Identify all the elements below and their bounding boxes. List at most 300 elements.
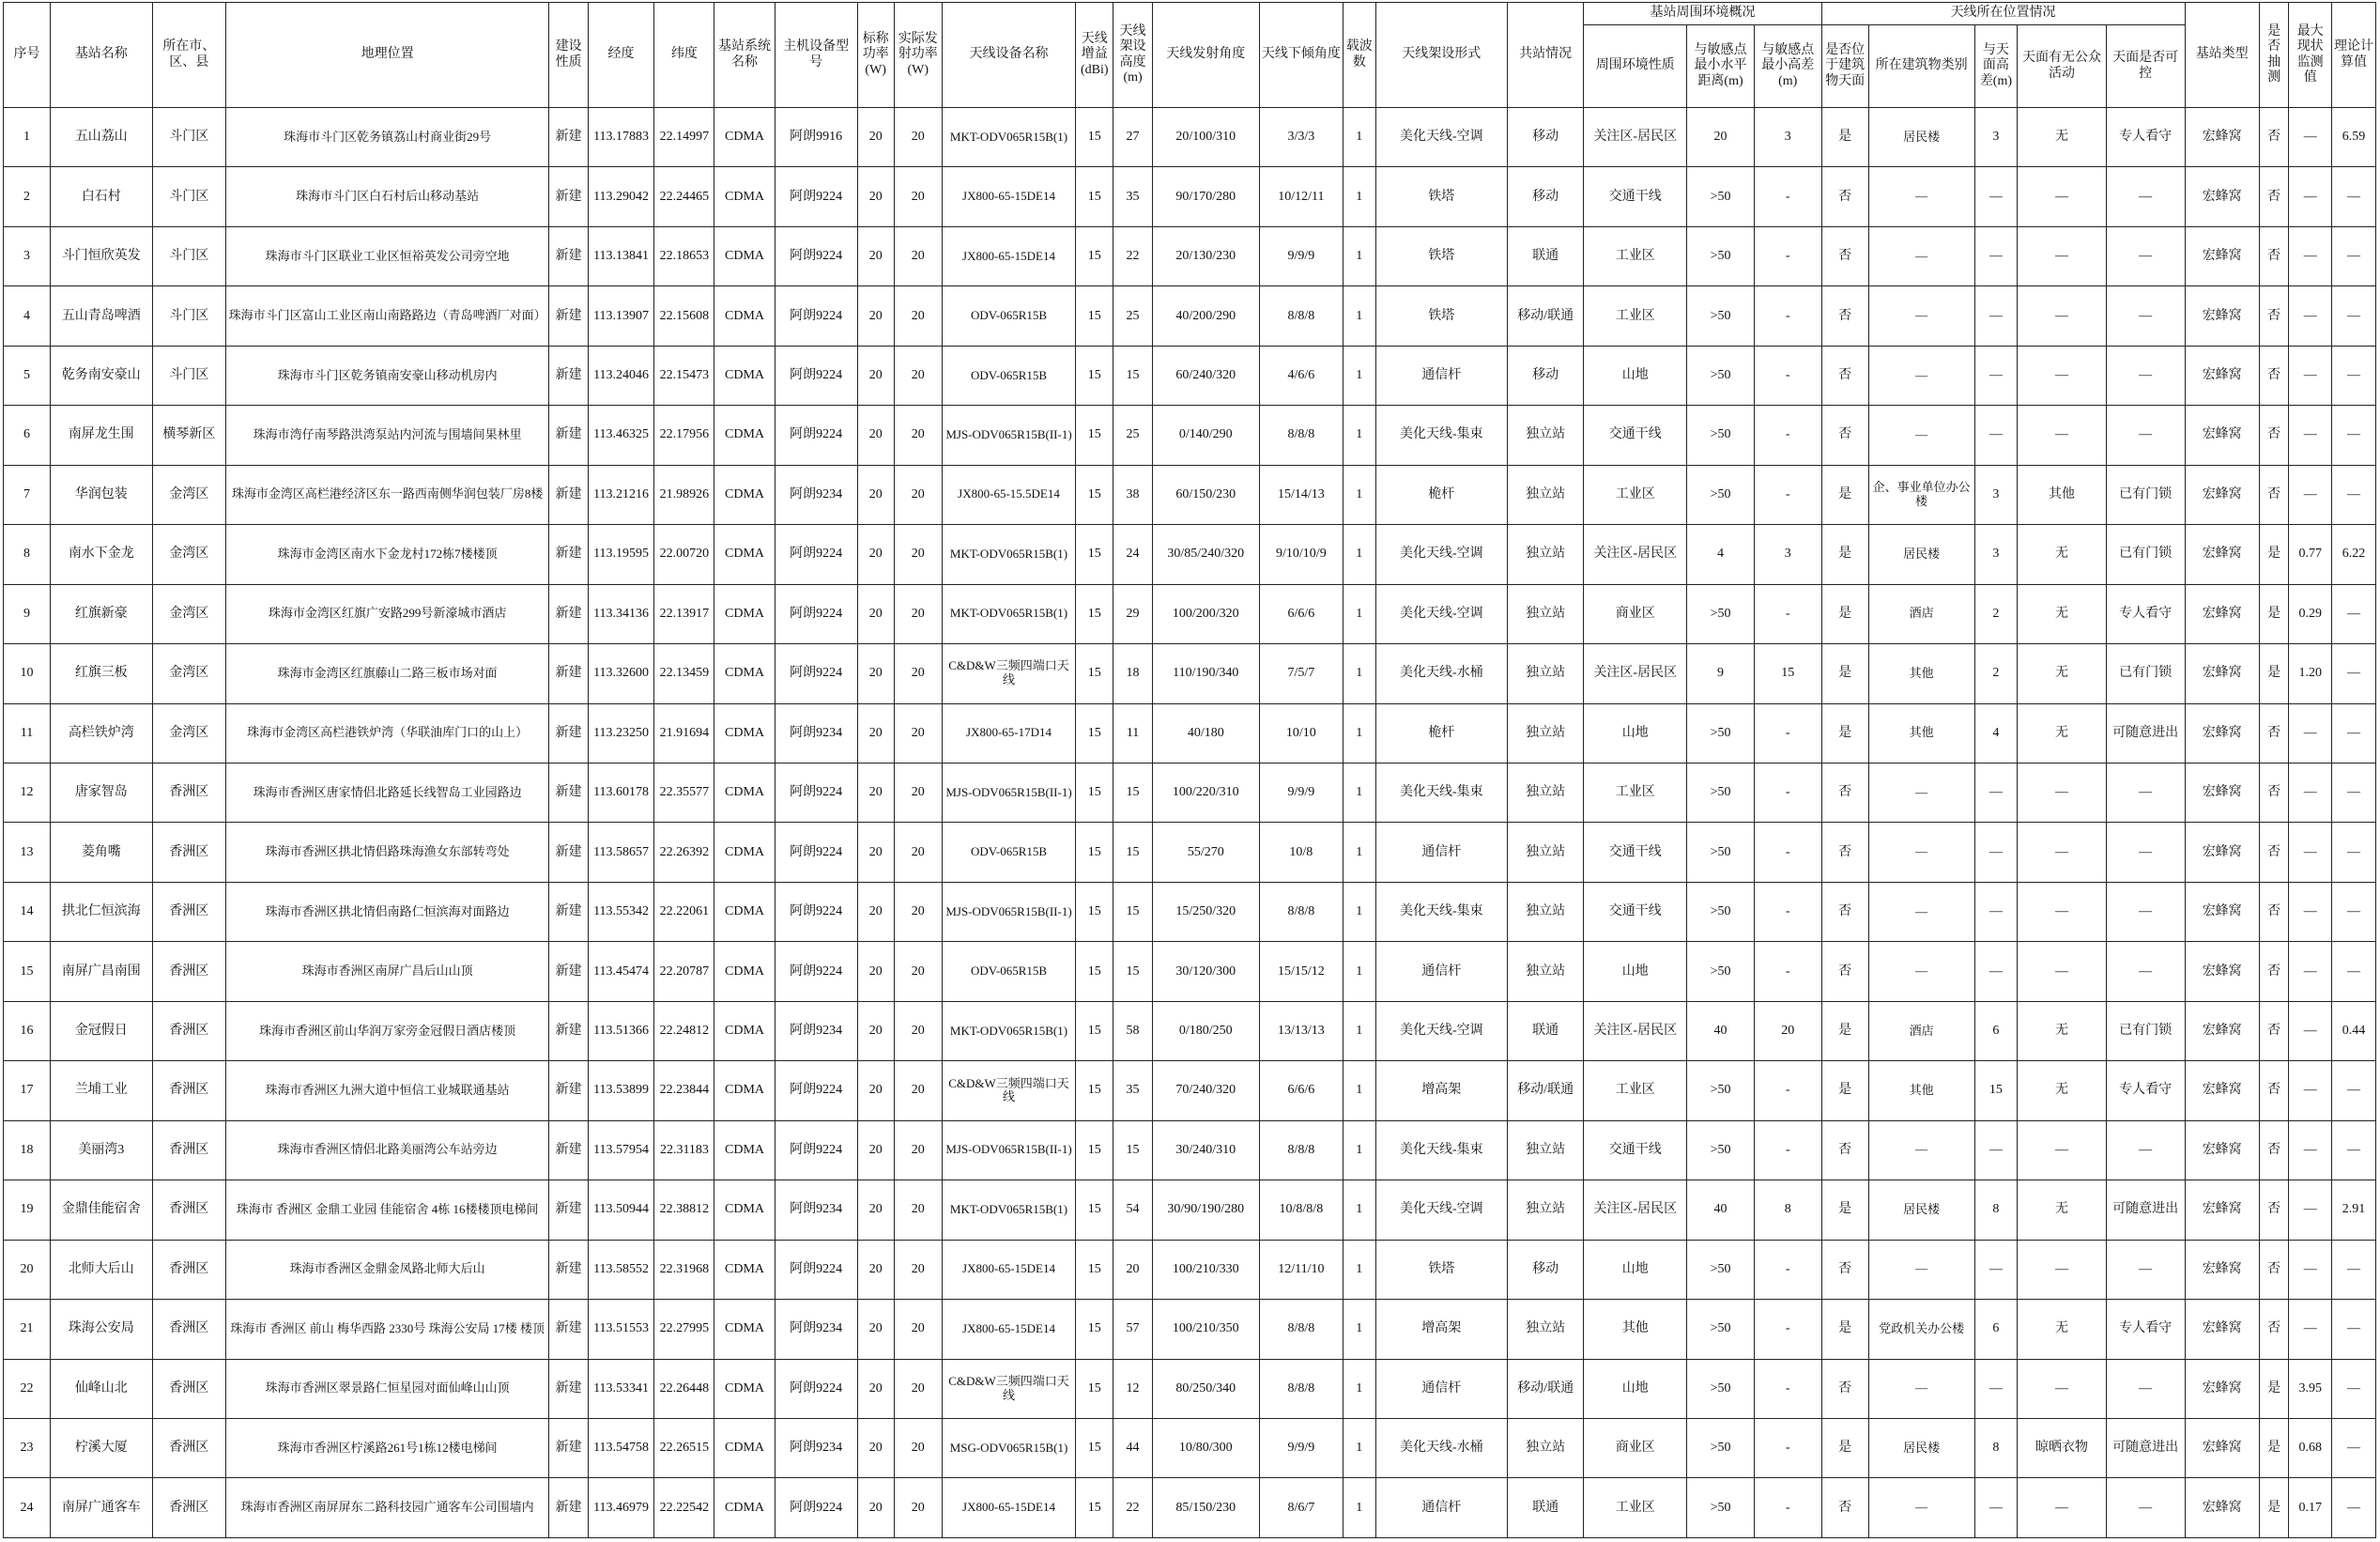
cell-max-meas: — [2289, 1061, 2332, 1120]
cell-min-dist: 20 [1687, 108, 1755, 167]
cell-latitude: 22.22542 [654, 1478, 714, 1538]
cell-district: 斗门区 [152, 346, 225, 405]
cell-roof-diff: — [1974, 406, 2018, 465]
cell-district: 香洲区 [152, 1478, 225, 1538]
cell-bldg-type: 酒店 [1868, 584, 1974, 643]
cell-public: 无 [2018, 525, 2107, 584]
cell-latitude: 22.13459 [654, 644, 714, 703]
cell-sampled: 是 [2259, 1418, 2289, 1477]
cell-public: — [2018, 286, 2107, 346]
cell-longitude: 113.32600 [588, 644, 654, 703]
cell-antenna-model: MKT-ODV065R15B(1) [942, 584, 1075, 643]
cell-on-roof: 是 [1821, 465, 1868, 524]
cell-env: 山地 [1584, 703, 1687, 763]
cell-latitude: 22.23844 [654, 1061, 714, 1120]
col-header-min-height: 与敏感点最小高差(m) [1754, 25, 1821, 108]
cell-rated-power: 20 [857, 1478, 894, 1538]
cell-min-dist: >50 [1687, 226, 1755, 285]
cell-station-type: 宏蜂窝 [2185, 763, 2259, 822]
cell-min-height: 3 [1754, 108, 1821, 167]
cell-seq: 4 [4, 286, 51, 346]
cell-system: CDMA [714, 942, 775, 1001]
cell-district: 横琴新区 [152, 406, 225, 465]
cell-public: 无 [2018, 1180, 2107, 1240]
cell-antenna-model: C&D&W三频四端口天线 [942, 1359, 1075, 1418]
col-header-build-type: 建设性质 [549, 3, 588, 108]
cell-longitude: 113.24046 [588, 346, 654, 405]
cell-max-meas: 0.17 [2289, 1478, 2332, 1538]
cell-public: — [2018, 882, 2107, 941]
cell-min-dist: >50 [1687, 1478, 1755, 1538]
cell-public: — [2018, 1120, 2107, 1180]
cell-system: CDMA [714, 823, 775, 882]
table-row [4, 1061, 2376, 1120]
table-row [4, 703, 2376, 763]
cell-host-model: 阿朗9224 [775, 1478, 857, 1538]
cell-sampled: 否 [2259, 1240, 2289, 1299]
cell-min-height: - [1754, 1359, 1821, 1418]
cell-rated-power: 20 [857, 465, 894, 524]
cell-antenna-model: JX800-65-15DE14 [942, 226, 1075, 285]
cell-build-type: 新建 [549, 1180, 588, 1240]
cell-name: 金冠假日 [50, 1001, 152, 1060]
cell-on-roof: 是 [1821, 703, 1868, 763]
cell-tilt: 9/9/9 [1259, 226, 1343, 285]
cell-azimuth: 85/150/230 [1152, 1478, 1259, 1538]
cell-gain: 15 [1076, 1180, 1113, 1240]
col-header-tilt: 天线下倾角度 [1259, 3, 1343, 108]
cell-actual-power: 20 [894, 167, 942, 226]
cell-on-roof: 是 [1821, 1061, 1868, 1120]
cell-env: 商业区 [1584, 1418, 1687, 1477]
cell-build-type: 新建 [549, 1001, 588, 1060]
cell-min-dist: 40 [1687, 1180, 1755, 1240]
cell-max-meas: — [2289, 226, 2332, 285]
cell-mount: 美化天线-空调 [1375, 1001, 1507, 1060]
cell-latitude: 22.20787 [654, 942, 714, 1001]
cell-roof-diff: 3 [1974, 465, 2018, 524]
cell-tilt: 15/15/12 [1259, 942, 1343, 1001]
cell-name: 南屏广昌南围 [50, 942, 152, 1001]
cell-district: 香洲区 [152, 942, 225, 1001]
cell-roof-ctrl: — [2106, 942, 2185, 1001]
cell-on-roof: 是 [1821, 584, 1868, 643]
cell-env: 其他 [1584, 1300, 1687, 1359]
cell-max-meas: — [2289, 406, 2332, 465]
cell-seq: 21 [4, 1300, 51, 1359]
cell-antenna-model: JX800-65-15.5DE14 [942, 465, 1075, 524]
cell-env: 工业区 [1584, 763, 1687, 822]
cell-min-height: - [1754, 1418, 1821, 1477]
cell-min-dist: >50 [1687, 406, 1755, 465]
cell-system: CDMA [714, 525, 775, 584]
cell-azimuth: 90/170/280 [1152, 167, 1259, 226]
cell-mount: 美化天线-空调 [1375, 108, 1507, 167]
cell-build-type: 新建 [549, 1478, 588, 1538]
cell-location: 珠海市香洲区拱北情侣南路仁恒滨海对面路边 [225, 882, 549, 941]
cell-tilt: 10/8/8/8 [1259, 1180, 1343, 1240]
cell-build-type: 新建 [549, 882, 588, 941]
cell-gain: 15 [1076, 346, 1113, 405]
cell-azimuth: 100/220/310 [1152, 763, 1259, 822]
cell-name: 高栏铁炉湾 [50, 703, 152, 763]
cell-tilt: 8/8/8 [1259, 1300, 1343, 1359]
cell-tilt: 9/10/10/9 [1259, 525, 1343, 584]
cell-longitude: 113.17883 [588, 108, 654, 167]
cell-location: 珠海市金湾区红旗广安路299号新濠城市酒店 [225, 584, 549, 643]
cell-on-roof: 是 [1821, 1418, 1868, 1477]
cell-location: 珠海市香洲区拱北情侣路珠海渔女东部转弯处 [225, 823, 549, 882]
cell-min-height: - [1754, 584, 1821, 643]
cell-azimuth: 20/130/230 [1152, 226, 1259, 285]
cell-mount: 铁塔 [1375, 286, 1507, 346]
cell-sampled: 否 [2259, 1001, 2289, 1060]
cell-actual-power: 20 [894, 1061, 942, 1120]
cell-system: CDMA [714, 108, 775, 167]
cell-public: 无 [2018, 1061, 2107, 1120]
cell-longitude: 113.45474 [588, 942, 654, 1001]
cell-longitude: 113.46979 [588, 1478, 654, 1538]
cell-sampled: 是 [2259, 1478, 2289, 1538]
cell-theory: — [2332, 226, 2376, 285]
cell-min-dist: >50 [1687, 763, 1755, 822]
cell-height: 54 [1113, 1180, 1152, 1240]
cell-sampled: 否 [2259, 1180, 2289, 1240]
cell-env: 工业区 [1584, 286, 1687, 346]
cell-carriers: 1 [1343, 584, 1375, 643]
cell-station-type: 宏蜂窝 [2185, 167, 2259, 226]
cell-on-roof: 否 [1821, 763, 1868, 822]
cell-rated-power: 20 [857, 1359, 894, 1418]
cell-roof-diff: 3 [1974, 108, 2018, 167]
table-row [4, 465, 2376, 524]
cell-roof-ctrl: — [2106, 1120, 2185, 1180]
cell-max-meas: — [2289, 1001, 2332, 1060]
cell-roof-diff: — [1974, 167, 2018, 226]
cell-public: 无 [2018, 1001, 2107, 1060]
cell-min-dist: >50 [1687, 823, 1755, 882]
cell-theory: — [2332, 286, 2376, 346]
cell-latitude: 22.15608 [654, 286, 714, 346]
cell-env: 关注区-居民区 [1584, 1180, 1687, 1240]
cell-system: CDMA [714, 226, 775, 285]
cell-build-type: 新建 [549, 1359, 588, 1418]
cell-sampled: 是 [2259, 644, 2289, 703]
cell-azimuth: 30/240/310 [1152, 1120, 1259, 1180]
cell-tilt: 3/3/3 [1259, 108, 1343, 167]
cell-location: 珠海市香洲区南屏屏东二路科技园广通客车公司围墙内 [225, 1478, 549, 1538]
cell-name: 仙峰山北 [50, 1359, 152, 1418]
cell-shared: 移动/联通 [1507, 1061, 1584, 1120]
cell-height: 20 [1113, 1240, 1152, 1299]
cell-seq: 8 [4, 525, 51, 584]
cell-location: 珠海市斗门区联业工业区恒裕英发公司旁空地 [225, 226, 549, 285]
cell-tilt: 8/8/8 [1259, 882, 1343, 941]
cell-latitude: 22.26392 [654, 823, 714, 882]
cell-mount: 美化天线-水桶 [1375, 644, 1507, 703]
cell-mount: 桅杆 [1375, 703, 1507, 763]
cell-sampled: 否 [2259, 406, 2289, 465]
cell-antenna-model: MKT-ODV065R15B(1) [942, 1001, 1075, 1060]
cell-name: 乾务南安豪山 [50, 346, 152, 405]
cell-name: 红旗三板 [50, 644, 152, 703]
cell-public: — [2018, 1478, 2107, 1538]
cell-longitude: 113.58657 [588, 823, 654, 882]
cell-env: 关注区-居民区 [1584, 525, 1687, 584]
cell-shared: 独立站 [1507, 465, 1584, 524]
cell-system: CDMA [714, 882, 775, 941]
table-row [4, 584, 2376, 643]
table-row [4, 1300, 2376, 1359]
cell-tilt: 15/14/13 [1259, 465, 1343, 524]
cell-tilt: 6/6/6 [1259, 584, 1343, 643]
cell-mount: 桅杆 [1375, 465, 1507, 524]
cell-antenna-model: ODV-065R15B [942, 942, 1075, 1001]
cell-system: CDMA [714, 1240, 775, 1299]
cell-name: 柠溪大厦 [50, 1418, 152, 1477]
cell-max-meas: 0.29 [2289, 584, 2332, 643]
cell-height: 15 [1113, 882, 1152, 941]
cell-public: — [2018, 823, 2107, 882]
cell-antenna-model: MKT-ODV065R15B(1) [942, 1180, 1075, 1240]
cell-public: 无 [2018, 584, 2107, 643]
table-row [4, 1001, 2376, 1060]
cell-seq: 2 [4, 167, 51, 226]
cell-min-dist: >50 [1687, 1061, 1755, 1120]
cell-min-dist: >50 [1687, 465, 1755, 524]
cell-gain: 15 [1076, 108, 1113, 167]
cell-gain: 15 [1076, 167, 1113, 226]
cell-district: 香洲区 [152, 763, 225, 822]
cell-shared: 独立站 [1507, 584, 1584, 643]
col-header-bldg-type: 所在建筑物类别 [1868, 25, 1974, 108]
cell-longitude: 113.29042 [588, 167, 654, 226]
cell-rated-power: 20 [857, 167, 894, 226]
cell-location: 珠海市斗门区乾务镇南安豪山移动机房内 [225, 346, 549, 405]
cell-bldg-type: 其他 [1868, 703, 1974, 763]
cell-theory: — [2332, 1061, 2376, 1120]
cell-seq: 12 [4, 763, 51, 822]
cell-system: CDMA [714, 346, 775, 405]
cell-actual-power: 20 [894, 823, 942, 882]
cell-on-roof: 否 [1821, 1478, 1868, 1538]
cell-host-model: 阿朗9224 [775, 1240, 857, 1299]
cell-station-type: 宏蜂窝 [2185, 1359, 2259, 1418]
cell-host-model: 阿朗9224 [775, 1061, 857, 1120]
cell-roof-diff: — [1974, 942, 2018, 1001]
cell-max-meas: — [2289, 1180, 2332, 1240]
cell-carriers: 1 [1343, 1120, 1375, 1180]
cell-roof-diff: 2 [1974, 644, 2018, 703]
cell-location: 珠海市金湾区高栏港经济区东一路西南侧华润包装厂房8楼 [225, 465, 549, 524]
cell-public: — [2018, 226, 2107, 285]
cell-actual-power: 20 [894, 1418, 942, 1477]
cell-gain: 15 [1076, 942, 1113, 1001]
cell-max-meas: — [2289, 286, 2332, 346]
cell-build-type: 新建 [549, 346, 588, 405]
cell-actual-power: 20 [894, 1001, 942, 1060]
group-header-antenna-position: 天线所在位置情况 [1821, 3, 2185, 25]
cell-public: 无 [2018, 703, 2107, 763]
col-header-antenna-model: 天线设备名称 [942, 3, 1075, 108]
col-header-seq: 序号 [4, 3, 51, 108]
cell-station-type: 宏蜂窝 [2185, 346, 2259, 405]
col-header-actual-power: 实际发射功率(W) [894, 3, 942, 108]
cell-theory: — [2332, 584, 2376, 643]
cell-env: 工业区 [1584, 465, 1687, 524]
cell-carriers: 1 [1343, 346, 1375, 405]
cell-rated-power: 20 [857, 226, 894, 285]
cell-system: CDMA [714, 703, 775, 763]
cell-bldg-type: — [1868, 1478, 1974, 1538]
col-header-sampled: 是否抽测 [2259, 3, 2289, 108]
cell-tilt: 12/11/10 [1259, 1240, 1343, 1299]
cell-system: CDMA [714, 644, 775, 703]
cell-max-meas: 0.68 [2289, 1418, 2332, 1477]
cell-sampled: 否 [2259, 1120, 2289, 1180]
cell-on-roof: 是 [1821, 644, 1868, 703]
col-header-longitude: 经度 [588, 3, 654, 108]
cell-sampled: 否 [2259, 1061, 2289, 1120]
table-row [4, 1418, 2376, 1477]
cell-max-meas: — [2289, 942, 2332, 1001]
cell-system: CDMA [714, 1300, 775, 1359]
base-station-table [3, 2, 2376, 1538]
cell-shared: 独立站 [1507, 1180, 1584, 1240]
cell-host-model: 阿朗9234 [775, 1300, 857, 1359]
cell-max-meas: 3.95 [2289, 1359, 2332, 1418]
col-header-roof-ctrl: 天面是否可控 [2106, 25, 2185, 108]
cell-max-meas: — [2289, 882, 2332, 941]
cell-sampled: 否 [2259, 882, 2289, 941]
cell-longitude: 113.19595 [588, 525, 654, 584]
cell-max-meas: — [2289, 823, 2332, 882]
cell-name: 南屏龙生围 [50, 406, 152, 465]
cell-shared: 移动 [1507, 108, 1584, 167]
cell-bldg-type: — [1868, 286, 1974, 346]
cell-host-model: 阿朗9224 [775, 942, 857, 1001]
cell-latitude: 22.31968 [654, 1240, 714, 1299]
cell-station-type: 宏蜂窝 [2185, 286, 2259, 346]
cell-min-height: - [1754, 406, 1821, 465]
cell-rated-power: 20 [857, 1418, 894, 1477]
cell-sampled: 否 [2259, 942, 2289, 1001]
cell-carriers: 1 [1343, 465, 1375, 524]
cell-longitude: 113.51366 [588, 1001, 654, 1060]
cell-on-roof: 是 [1821, 1300, 1868, 1359]
cell-bldg-type: 居民楼 [1868, 1418, 1974, 1477]
cell-roof-diff: — [1974, 823, 2018, 882]
cell-on-roof: 否 [1821, 406, 1868, 465]
cell-station-type: 宏蜂窝 [2185, 882, 2259, 941]
table-row [4, 942, 2376, 1001]
cell-height: 25 [1113, 286, 1152, 346]
cell-env: 交通干线 [1584, 823, 1687, 882]
cell-name: 南屏广通客车 [50, 1478, 152, 1538]
cell-theory: — [2332, 823, 2376, 882]
cell-roof-ctrl: — [2106, 167, 2185, 226]
cell-latitude: 22.26448 [654, 1359, 714, 1418]
cell-antenna-model: ODV-065R15B [942, 286, 1075, 346]
cell-carriers: 1 [1343, 882, 1375, 941]
cell-roof-diff: 6 [1974, 1001, 2018, 1060]
cell-max-meas: — [2289, 1300, 2332, 1359]
cell-seq: 14 [4, 882, 51, 941]
cell-antenna-model: JX800-65-15DE14 [942, 1478, 1075, 1538]
cell-system: CDMA [714, 167, 775, 226]
cell-theory: — [2332, 763, 2376, 822]
cell-roof-ctrl: 可随意进出 [2106, 703, 2185, 763]
cell-seq: 6 [4, 406, 51, 465]
cell-carriers: 1 [1343, 286, 1375, 346]
cell-station-type: 宏蜂窝 [2185, 1478, 2259, 1538]
cell-tilt: 10/12/11 [1259, 167, 1343, 226]
cell-height: 44 [1113, 1418, 1152, 1477]
cell-public: 无 [2018, 108, 2107, 167]
cell-actual-power: 20 [894, 1180, 942, 1240]
cell-sampled: 是 [2259, 525, 2289, 584]
cell-host-model: 阿朗9234 [775, 1001, 857, 1060]
cell-shared: 独立站 [1507, 525, 1584, 584]
cell-on-roof: 否 [1821, 286, 1868, 346]
col-header-roof-diff: 与天面高差(m) [1974, 25, 2018, 108]
cell-min-dist: >50 [1687, 882, 1755, 941]
cell-carriers: 1 [1343, 406, 1375, 465]
cell-host-model: 阿朗9234 [775, 465, 857, 524]
cell-min-height: - [1754, 823, 1821, 882]
cell-public: — [2018, 167, 2107, 226]
cell-azimuth: 0/180/250 [1152, 1001, 1259, 1060]
cell-antenna-model: JX800-65-17D14 [942, 703, 1075, 763]
cell-theory: — [2332, 1300, 2376, 1359]
cell-location: 珠海市香洲区南屏广昌后山山顶 [225, 942, 549, 1001]
cell-roof-diff: — [1974, 1478, 2018, 1538]
cell-actual-power: 20 [894, 465, 942, 524]
cell-gain: 15 [1076, 763, 1113, 822]
cell-antenna-model: JX800-65-15DE14 [942, 1300, 1075, 1359]
cell-actual-power: 20 [894, 703, 942, 763]
cell-theory: — [2332, 346, 2376, 405]
cell-min-height: - [1754, 286, 1821, 346]
cell-theory: 0.44 [2332, 1001, 2376, 1060]
cell-latitude: 21.91694 [654, 703, 714, 763]
cell-roof-diff: 4 [1974, 703, 2018, 763]
cell-build-type: 新建 [549, 1418, 588, 1477]
cell-rated-power: 20 [857, 1061, 894, 1120]
col-header-shared: 共站情况 [1507, 3, 1584, 108]
cell-build-type: 新建 [549, 644, 588, 703]
cell-sampled: 是 [2259, 584, 2289, 643]
cell-theory: — [2332, 167, 2376, 226]
cell-latitude: 22.00720 [654, 525, 714, 584]
cell-host-model: 阿朗9224 [775, 1359, 857, 1418]
group-header-environment: 基站周围环境概况 [1584, 3, 1821, 25]
cell-bldg-type: — [1868, 882, 1974, 941]
cell-carriers: 1 [1343, 644, 1375, 703]
col-header-name: 基站名称 [50, 3, 152, 108]
cell-district: 斗门区 [152, 167, 225, 226]
cell-env: 山地 [1584, 1240, 1687, 1299]
cell-gain: 15 [1076, 1478, 1113, 1538]
cell-shared: 独立站 [1507, 882, 1584, 941]
cell-carriers: 1 [1343, 108, 1375, 167]
cell-azimuth: 110/190/340 [1152, 644, 1259, 703]
cell-tilt: 8/8/8 [1259, 1359, 1343, 1418]
table-row [4, 1240, 2376, 1299]
cell-seq: 3 [4, 226, 51, 285]
cell-theory: — [2332, 644, 2376, 703]
cell-location: 珠海市香洲区柠溪路261号1栋12楼电梯间 [225, 1418, 549, 1477]
